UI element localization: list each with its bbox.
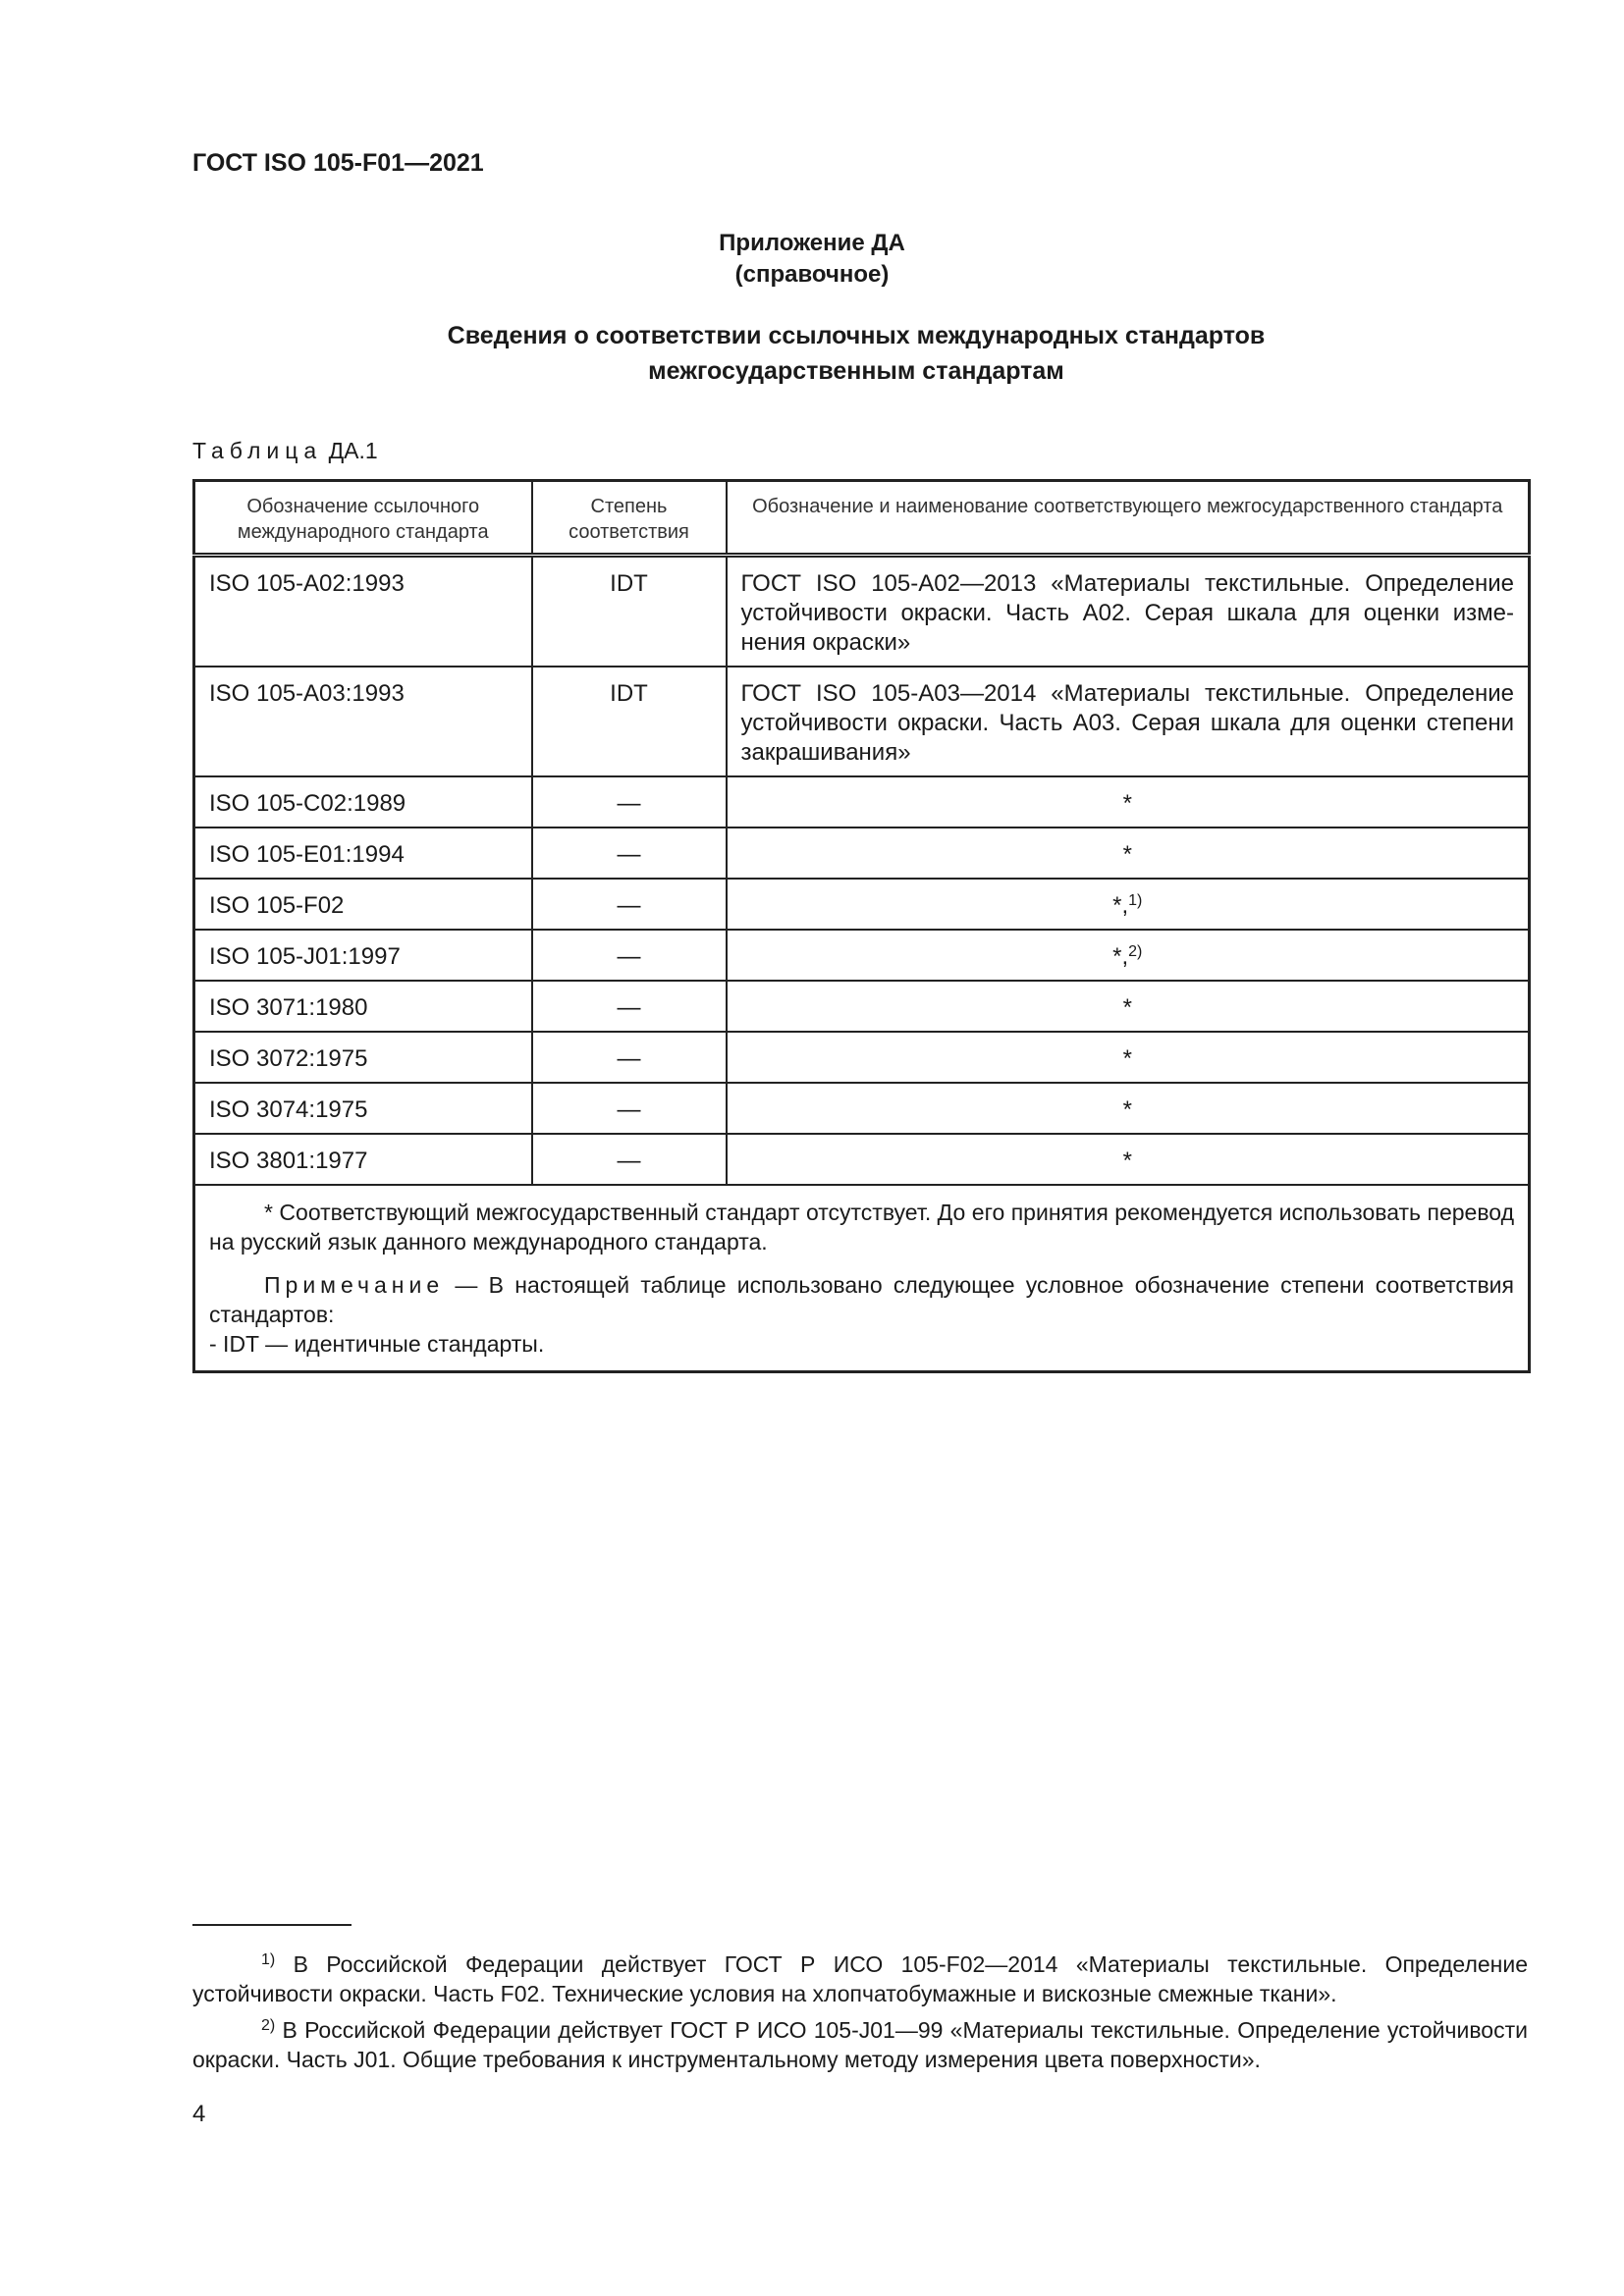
document-title-line-2: межгосударственным стандартам [648,357,1064,385]
table-row [194,930,1530,981]
cell-degree: — [532,1032,727,1083]
table-row [194,879,1530,930]
footnote-ref-2[interactable]: 2) [1128,943,1143,960]
table-row [194,1083,1530,1134]
cell-reference: ISO 105-C02:1989 [194,776,532,828]
table-note [209,1270,1514,1329]
cell-reference: ISO 105-A03:1993 [194,667,532,776]
cell-national: * [727,776,1530,828]
cell-degree: — [532,930,727,981]
cell-national: ГОСТ ISO 105-А02—2013 «Материалы текстильные. Определение устойчивости окраски. Часть А02. Серая шкала для оценки изменения окраски» [727,556,1530,667]
cell-reference: ISO 105-J01:1997 [194,930,532,981]
table-caption [192,438,378,464]
note-item: - IDT — идентичные стандарты. [209,1331,545,1357]
cell-reference: ISO 105-A02:1993 [194,556,532,667]
cell-degree: — [532,776,727,828]
table-footer-row [194,1185,1530,1372]
table-row [194,556,1530,667]
cell-degree: — [532,981,727,1032]
cell-national: * [727,1083,1530,1134]
appendix-subtitle: (справочное) [734,261,890,288]
table-row [194,667,1530,776]
cell-reference: ISO 3074:1975 [194,1083,532,1134]
table-caption-id: ДА.1 [328,438,378,463]
table-footer-notes [194,1185,1530,1372]
table-row [194,828,1530,879]
cell-degree: — [532,828,727,879]
page-number: 4 [192,2101,206,2127]
cell-national: * [727,981,1530,1032]
footnote-2 [192,2015,1528,2074]
cell-degree: — [532,879,727,930]
column-header-reference: Обозначение ссылочного международного стандарта [194,481,532,556]
table-row [194,776,1530,828]
column-header-national: Обозначение и наименование соответствующего межгосударственного стандарта [727,481,1530,556]
footnote-mark-1: 1) [261,1951,276,1968]
cell-degree: — [532,1083,727,1134]
cell-national [727,930,1530,981]
footnote-1 [192,1949,1528,2008]
cell-degree: IDT [532,556,727,667]
correspondence-table [192,479,1531,1373]
footnote-mark-2: 2) [261,2017,276,2034]
page-header-standard: ГОСТ ISO 105-F01—2021 [192,149,484,177]
cell-degree: — [532,1134,727,1185]
appendix-title: Приложение ДА [719,230,905,256]
footnote-separator [192,1924,352,1926]
cell-national-star: *, [1112,892,1129,919]
cell-reference: ISO 105-F02 [194,879,532,930]
cell-reference: ISO 105-E01:1994 [194,828,532,879]
table-caption-prefix: Таблица [192,438,323,463]
note-label: Примечание [264,1272,445,1298]
document-title-line-1: Сведения о соответствии ссылочных международных стандартов [447,322,1266,349]
cell-national: * [727,1032,1530,1083]
table-header-row [194,481,1530,556]
cell-reference: ISO 3071:1980 [194,981,532,1032]
cell-national: * [727,1134,1530,1185]
correspondence-table-wrapper [192,479,1528,1373]
column-header-degree: Степень соответствия [532,481,727,556]
appendix-heading [0,228,1624,291]
footnote-ref-1[interactable]: 1) [1128,892,1143,909]
note-text: — В настоящей таблице использовано следующее условное обозначение степени соответствия стандартов: [209,1272,1514,1327]
cell-reference: ISO 3072:1975 [194,1032,532,1083]
table-row [194,981,1530,1032]
footnote-text-2: В Российской Федерации действует ГОСТ Р ИСО 105-J01—99 «Материалы текстильные. Определение устойчивости окраски. Часть J01. Общие требования к инструментальному методу измерения цвета поверхности». [192,2017,1528,2072]
cell-reference: ISO 3801:1977 [194,1134,532,1185]
table-row [194,1032,1530,1083]
cell-national [727,879,1530,930]
table-row [194,1134,1530,1185]
cell-national-star: *, [1112,943,1129,970]
star-note: * Соответствующий межгосударственный стандарт отсутствует. До его принятия рекомендуется использовать перевод на русский язык данного международного стандарта. [209,1200,1514,1255]
document-title [0,318,1624,389]
footnote-text-1: В Российской Федерации действует ГОСТ Р ИСО 105-F02—2014 «Материалы текстильные. Определение устойчивости окраски. Часть F02. Технические условия на хлопчатобумажные и вискозные смежные ткани». [192,1951,1528,2006]
cell-degree: IDT [532,667,727,776]
cell-national: ГОСТ ISO 105-А03—2014 «Материалы текстильные. Определение устойчивости окраски. Часть А03. Серая шкала для оценки степени закрашивания» [727,667,1530,776]
cell-national: * [727,828,1530,879]
